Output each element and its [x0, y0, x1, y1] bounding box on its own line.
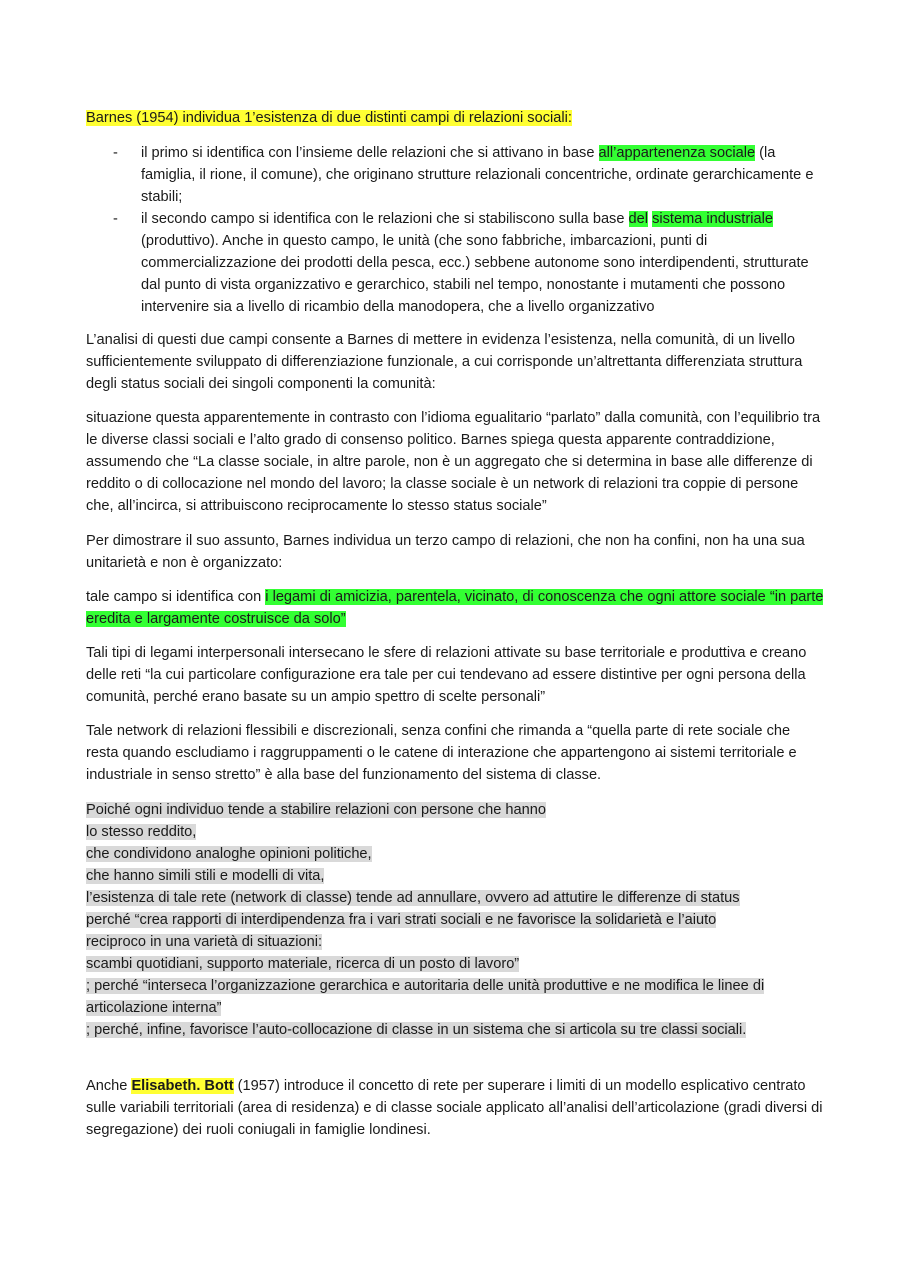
paragraph-barnes-intro	[86, 107, 826, 129]
paragraph-networks: Tali tipi di legami interpersonali intersecano le sfere di relazioni attivate su base territoriale e produttiva e creano delle reti “la cui particolare configurazione era tale per cui tendevano ad essere distintive per ogni persona della comunità, perché erano basate su un ampio spettro di scelte personali”	[86, 645, 807, 705]
list-item-text: il secondo campo si identifica con le relazioni che si stabiliscono sulla base	[141, 211, 629, 227]
list-item-text: (produttivo). Anche in questo campo, le unità (che sono fabbriche, imbarcazioni, punti di commercializzazione dei prodotti della pesca, ecc.) sebbene autonome sono interdipendenti, strutturate dal punto di vista organizzativo e gerarchico, stabili nel tempo, nonostante i mutamenti che possono intervenire sia a livello di ricambio della manodopera, che a livello organizzativo	[141, 233, 809, 315]
paragraph-analysis: L’analisi di questi due campi consente a Barnes di mettere in evidenza l’esistenza, nella comunità, di un livello sufficientemente sviluppato di differenziazione funzionale, a cui corrisponde un’altrettanta differenziata struttura degli status sociali dei singoli componenti la comunità:	[86, 332, 803, 392]
paragraph-ties	[86, 586, 826, 630]
gray-line: l’esistenza di tale rete (network di classe) tende ad annullare, ovvero ad attutire le differenze di status	[86, 890, 740, 906]
gray-highlighted-section	[86, 799, 826, 1041]
relations-list	[86, 142, 826, 318]
paragraph-text: tale campo si identifica con	[86, 589, 266, 605]
gray-line: ; perché “interseca l’organizzazione gerarchica e autoritaria delle unità produttive e ne modifica le linee di	[86, 978, 765, 994]
dash-bullet: -	[113, 211, 118, 227]
list-item	[86, 208, 826, 318]
gray-line: articolazione interna”	[86, 1000, 222, 1016]
green-highlight: sistema industriale	[652, 211, 773, 227]
gray-line: che hanno simili stili e modelli di vita,	[86, 868, 325, 884]
list-item-text: il primo si identifica con l’insieme delle relazioni che si attivano in base	[141, 145, 599, 161]
paragraph-text: Anche	[86, 1078, 132, 1094]
yellow-highlight-name: Elisabeth. Bott	[131, 1078, 234, 1094]
gray-line: reciproco in una varietà di situazioni:	[86, 934, 323, 950]
gray-line: scambi quotidiani, supporto materiale, ricerca di un posto di lavoro”	[86, 956, 520, 972]
gray-line: ; perché, infine, favorisce l’auto-collocazione di classe in un sistema che si articola su tre classi sociali.	[86, 1022, 747, 1038]
gray-line: lo stesso reddito,	[86, 824, 197, 840]
paragraph-class-system: Tale network di relazioni flessibili e discrezionali, senza confini che rimanda a “quella parte di rete sociale che resta quando escludiamo i raggruppamenti o le catene di interazione che appartengono ai sistemi territoriale e industriale in senso stretto” è alla base del funzionamento del sistema di classe.	[86, 723, 797, 783]
gray-line: che condividono analoghe opinioni politiche,	[86, 846, 372, 862]
gray-line: Poiché ogni individuo tende a stabilire relazioni con persone che hanno	[86, 802, 547, 818]
green-highlight: i legami di amicizia, parentela, vicinato, di conoscenza che ogni attore sociale “in parte eredita e largamente costruisce da solo”	[86, 589, 824, 627]
paragraph-third-field: Per dimostrare il suo assunto, Barnes individua un terzo campo di relazioni, che non ha confini, non ha una sua unitarietà e non è organizzato:	[86, 533, 805, 571]
gray-line: perché “crea rapporti di interdipendenza fra i vari strati sociali e ne favorisce la solidarietà e l’aiuto	[86, 912, 717, 928]
list-item	[86, 142, 826, 208]
paragraph-text: (1957) introduce il concetto di rete per superare i limiti di un modello esplicativo centrato sulle variabili territoriali (area di residenza) e di classe sociale applicato all’analisi dell’articolazione (gradi diversi di segregazione) dei ruoli coniugali in famiglie londinesi.	[86, 1078, 823, 1138]
list-item-text: (la famiglia, il rione, il comune), che originano strutture relazionali concentriche, ordinate gerarchicamente e stabili;	[141, 145, 814, 205]
dash-bullet: -	[113, 145, 118, 161]
paragraph-bott	[86, 1075, 826, 1141]
paragraph-contrast: situazione questa apparentemente in contrasto con l’idioma egualitario “parlato” dalla comunità, con l’equilibrio tra le diverse classi sociali e l’alto grado di consenso politico. Barnes spiega questa apparente contraddizione, assumendo che “La classe sociale, in altre parole, non è un aggregato che si determina in base alle differenze di reddito o di collocazione nel mondo del lavoro; la classe sociale è un network di relazioni tra coppie di persone che, all’incirca, si attribuiscono reciprocamente lo stesso status sociale”	[86, 410, 821, 514]
yellow-highlight: Barnes (1954) individua 1’esistenza di due distinti campi di relazioni sociali:	[86, 110, 572, 126]
green-highlight: all’appartenenza sociale	[598, 145, 756, 161]
green-highlight: del	[628, 211, 649, 227]
